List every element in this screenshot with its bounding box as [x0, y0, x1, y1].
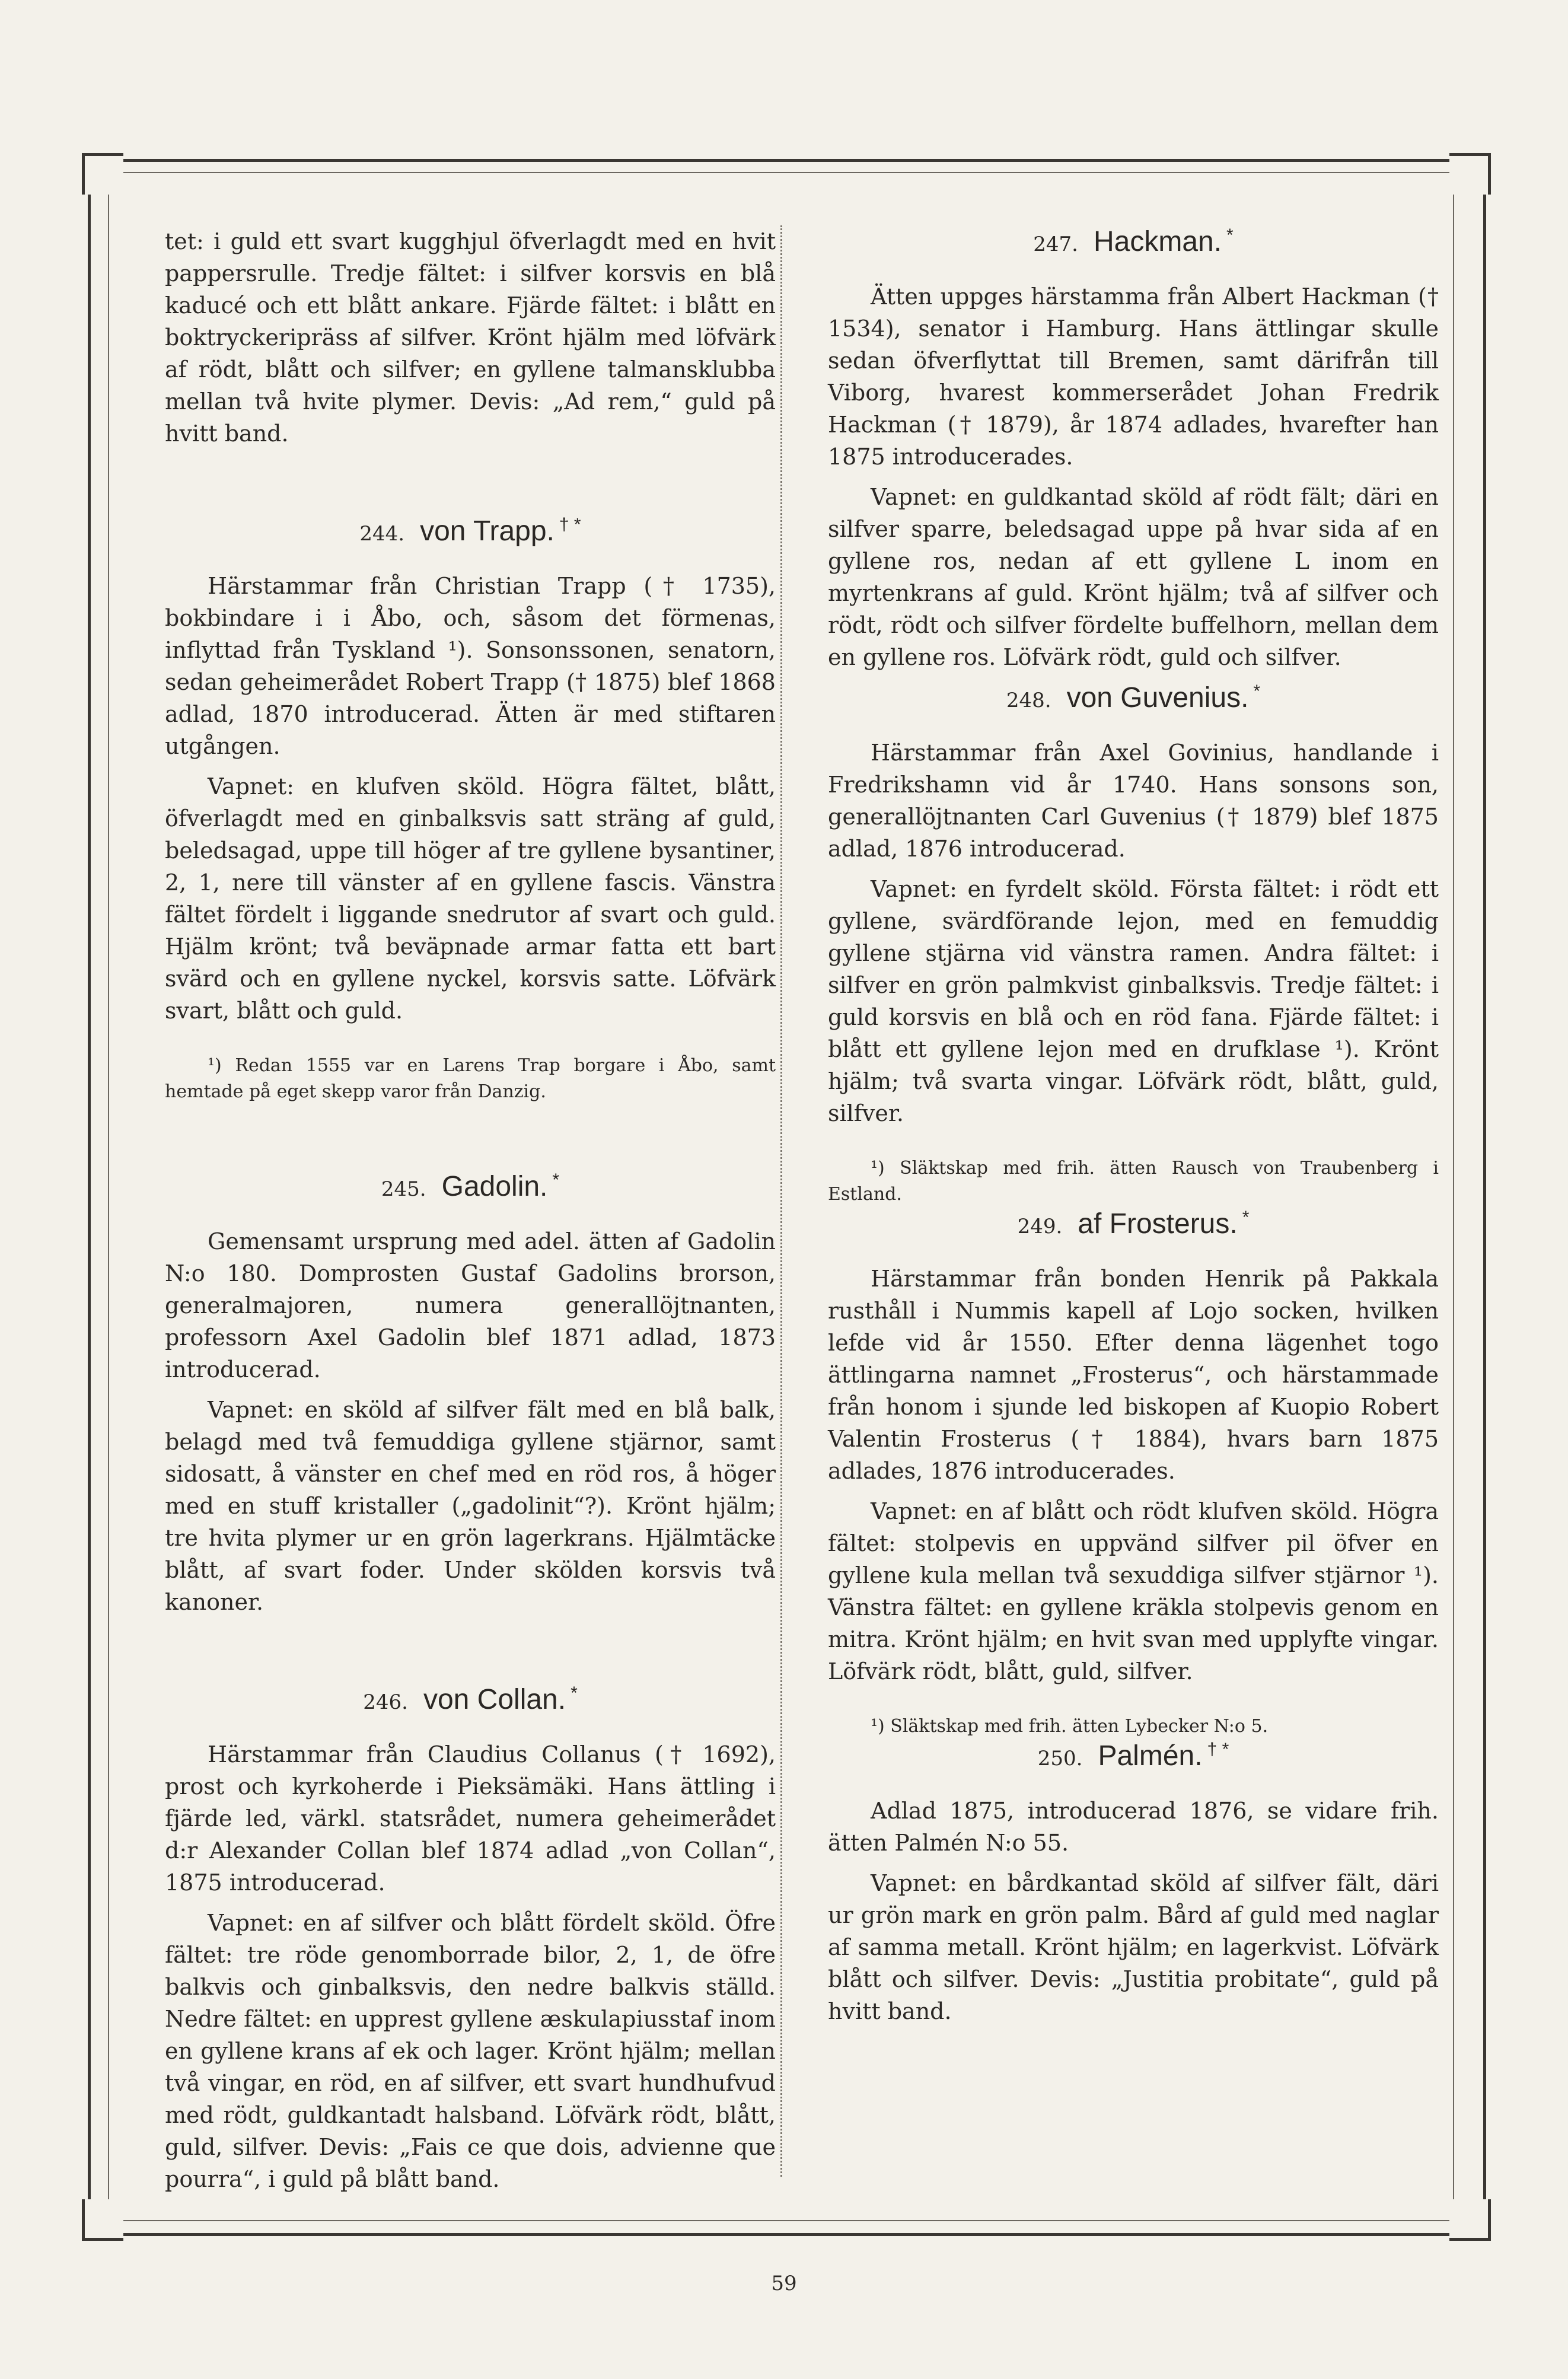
page-number: 59 [771, 2272, 797, 2295]
column-divider [780, 225, 782, 2177]
border-corner-ornament [82, 153, 123, 195]
entry-250 [828, 1740, 1439, 2027]
footnote: ¹) Redan 1555 var en Larens Trap borgare i Åbo, samt hemtade på eget skepp varor från Danzig. [165, 1055, 776, 1102]
footnote: ¹) Släktskap med frih. ätten Lybecker N:o 5. [871, 1716, 1269, 1737]
entry-heading: 244. von Trapp. † * [359, 515, 581, 547]
entry-origin: Gemensamt ursprung med adel. ätten af Gadolin N:o 180. Domprosten Gustaf Gadolins brorson, generalmajoren, numera generallöjtnanten, professorn Axel Gadolin blef 1871 adlad, 1873 introducerad. [165, 1228, 776, 1383]
left-column [165, 225, 776, 2203]
entry-origin: Härstammar från Claudius Collanus († 1692), prost och kyrkoherde i Pieksämäki. Hans ättling i fjärde led, värkl. statsrådet, numera geheimerådet d:r Alexander Collan blef 1874 adlad „von Collan“, 1875 introducerad. [165, 1741, 776, 1896]
entry-248 [828, 681, 1439, 1208]
entry-origin: Härstammar från Christian Trapp († 1735), bokbindare i i Åbo, och, såsom det förmenas, inflyttad från Tyskland ¹). Sonsonssonen, senatorn, sedan geheimerådet Robert Trapp († 1875) blef 1868 adlad, 1870 introducerad. Ätten är med stiftaren utgången. [165, 573, 776, 759]
entry-origin: Adlad 1875, introducerad 1876, se vidare frih. ätten Palmén N:o 55. [828, 1798, 1439, 1856]
entry-heading: 248. von Guvenius. * [1006, 681, 1261, 714]
entry-arms: Vapnet: en bårdkantad sköld af silfver fält, däri ur grön mark en grön palm. Bård af guld med naglar af samma metall. Krönt hjälm; en lagerkvist. Löfvärk blått och silfver. Devis: „Justitia probitate“, guld på hvitt band. [828, 1870, 1439, 2024]
continued-paragraph: tet: i guld ett svart kugghjul öfverlagdt med en hvit pappersrulle. Tredje fältet: i silfver korsvis en blå kaducé och ett blått ankare. Fjärde fältet: i blått en boktryckeripräss af silfver. Krönt hjälm med löfvärk af rödt, blått och silfver; en gyllene talmansklubba mellan två hvite plymer. Devis: „Ad rem,“ guld på hvitt band. [165, 228, 776, 447]
entry-arms: Vapnet: en fyrdelt sköld. Första fältet: i rödt ett gyllene, svärdförande lejon, med en femuddig gyllene stjärna vid vänstra ramen. Andra fältet: i silfver en grön palmkvist ginbalksvis. Tredje fältet: i guld korsvis en blå och en röd fana. Fjärde fältet: i blått ett gyllene lejon med en drufklase ¹). Krönt hjälm; två svarta vingar. Löfvärk rödt, blått, guld, silfver. [828, 876, 1439, 1126]
entry-arms: Vapnet: en guldkantad sköld af rödt fält; däri en silfver sparre, beledsagad uppe på hvar sida af en gyllene ros, nedan af ett gyllene L inom en myrtenkrans af guld. Krönt hjälm; två af silfver och rödt, rödt och silfver fördelte buffelhorn, mellan dem en gyllene ros. Löfvärk rödt, guld och silfver. [828, 484, 1439, 670]
entry-heading: 249. af Frosterus. * [1017, 1208, 1250, 1240]
entry-origin: Härstammar från Axel Govinius, handlande i Fredrikshamn vid år 1740. Hans sonsons son, generallöjtnanten Carl Guvenius († 1879) blef 1875 adlad, 1876 introducerad. [828, 740, 1439, 862]
entry-origin: Härstammar från bonden Henrik på Pakkala rusthåll i Nummis kapell af Lojo socken, hvilken lefde vid år 1550. Efter denna lägenhet togo ättlingarna namnet „Frosterus“, och härstammade från honom i sjunde led biskopen af Kuopio Robert Valentin Frosterus († 1884), hvars barn 1875 adlades, 1876 introducerades. [828, 1266, 1439, 1484]
border-corner-ornament [82, 2199, 123, 2241]
entry-245 [165, 1170, 776, 1618]
entry-arms: Vapnet: en af blått och rödt klufven sköld. Högra fältet: stolpevis en uppvänd silfver pil öfver en gyllene kula mellan två sexuddiga silfver stjärnor ¹). Vänstra fältet: en gyllene kräkla stolpevis genom en mitra. Krönt hjälm; en hvit svan med upplyfte vingar. Löfvärk rödt, blått, guld, silfver. [828, 1498, 1439, 1684]
entry-arms: Vapnet: en klufven sköld. Högra fältet, blått, öfverlagdt med en ginbalksvis satt sträng af guld, beledsagad, uppe till höger af tre gyllene bysantiner, 2, 1, nere till vänster af en gyllene fascis. Vänstra fältet fördelt i liggande snedrutor af svart och guld. Hjälm krönt; två beväpnade armar fatta ett bart svärd och en gyllene nyckel, korsvis satte. Löfvärk svart, blått och guld. [165, 773, 776, 1024]
footnote: ¹) Släktskap med frih. ätten Rausch von Traubenberg i Estland. [828, 1158, 1439, 1205]
entry-249 [828, 1208, 1439, 1740]
right-column [828, 225, 1439, 2036]
entry-heading: 247. Hackman. * [1033, 225, 1234, 257]
border-corner-ornament [1449, 2199, 1491, 2241]
entry-heading: 246. von Collan. * [363, 1683, 578, 1715]
entry-246 [165, 1683, 776, 2195]
entry-heading: 245. Gadolin. * [381, 1170, 560, 1202]
entry-244 [165, 515, 776, 1105]
entry-247 [828, 225, 1439, 673]
entry-arms: Vapnet: en af silfver och blått fördelt sköld. Öfre fältet: tre röde genomborrade bilor, 2, 1, de öfre balkvis och ginbalksvis, den nedre balkvis ställd. Nedre fältet: en upprest gyllene æskulapiusstaf inom en gyllene krans af ek och lager. Krönt hjälm; mellan två vingar, en röd, en af silfver, ett svart hundhufvud med rödt, guldkantadt halsband. Löfvärk rödt, blått, guld, silfver. Devis: „Fais ce que dois, advienne que pourra“, i guld på blått band. [165, 1910, 776, 2192]
entry-arms: Vapnet: en sköld af silfver fält med en blå balk, belagd med två femuddiga gyllene stjärnor, samt sidosatt, å vänster en chef med en röd ros, å höger med en stuff kristaller („gadolinit“?). Krönt hjälm; tre hvita plymer ur en grön lagerkrans. Hjälmtäcke blått, af svart foder. Under skölden korsvis två kanoner. [165, 1397, 776, 1615]
entry-heading: 250. Palmén. † * [1037, 1740, 1229, 1772]
entry-origin: Ätten uppges härstamma från Albert Hackman († 1534), senator i Hamburg. Hans ättlingar skulle sedan öfverflyttat till Bremen, samt därifrån till Viborg, hvarest kommerserådet Johan Fredrik Hackman († 1879), år 1874 adlades, hvarefter han 1875 introducerades. [828, 284, 1439, 470]
border-corner-ornament [1449, 153, 1491, 195]
